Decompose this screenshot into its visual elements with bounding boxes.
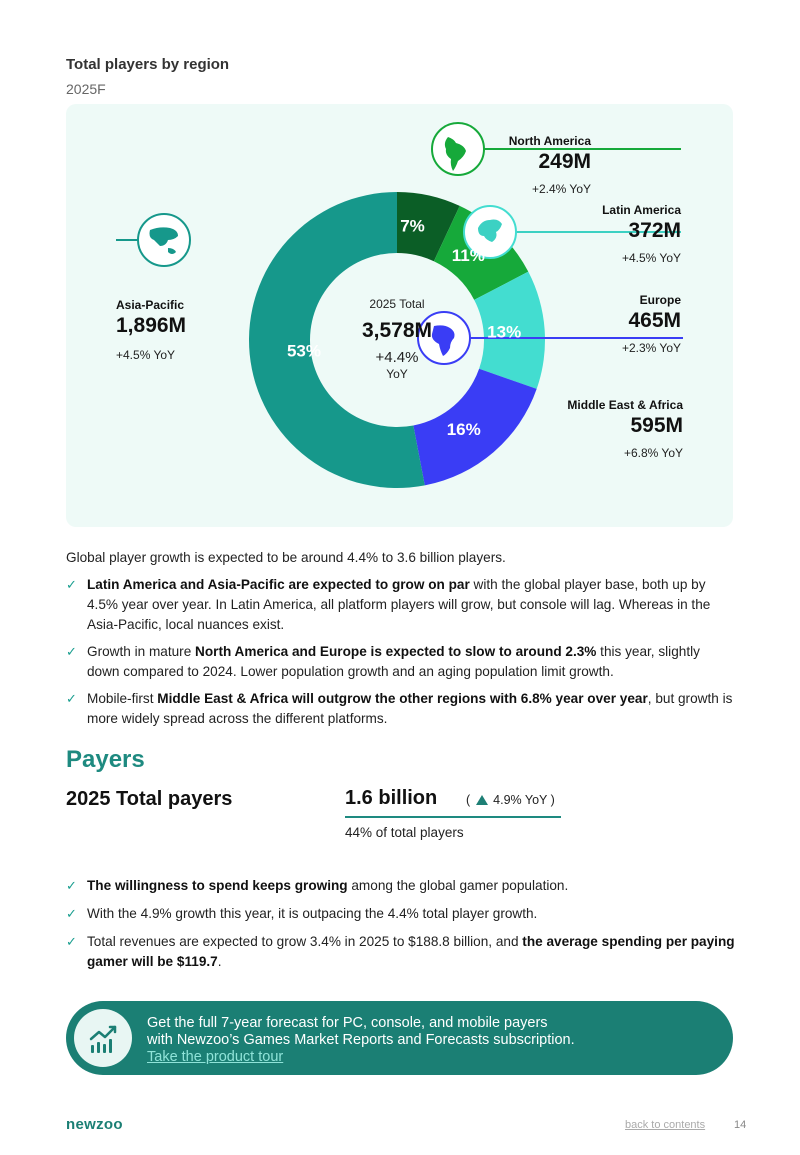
bullet-bold: Middle East & Africa will outgrow the other regions with 6.8% year over year — [157, 691, 648, 706]
region-yoy: +4.5% YoY — [621, 251, 681, 265]
region-name: North America — [508, 134, 591, 148]
chart-panel — [66, 104, 733, 527]
payers-yoy-value: 4.9% YoY — [493, 793, 548, 807]
growth-chart-icon — [74, 1009, 132, 1067]
bullet-text: With the 4.9% growth this year, it is outpacing the 4.4% total player growth. — [87, 906, 538, 921]
region-name: Europe — [639, 293, 681, 307]
payer-bullet — [66, 932, 736, 972]
payer-bullet — [66, 904, 736, 924]
chart-title: Total players by region — [66, 56, 230, 73]
bullet-bold: The willingness to spend keeps growing — [87, 878, 348, 893]
bullet-text: . — [217, 954, 222, 969]
players-intro: Global player growth is expected to be around 4.4% to 3.6 billion players. — [66, 550, 506, 565]
checkmark-icon: ✓ — [66, 906, 77, 921]
product-tour-link[interactable]: Take the product tour — [147, 1049, 284, 1065]
payers-divider — [345, 816, 561, 818]
region-middle-east-africa — [567, 398, 683, 460]
back-to-contents-link[interactable]: back to contents — [625, 1119, 706, 1131]
region-yoy: +2.3% YoY — [621, 341, 681, 355]
page-number: 14 — [734, 1119, 747, 1131]
payers-yoy — [466, 793, 555, 807]
region-name: Middle East & Africa — [567, 398, 683, 412]
slice-percent-label: 7% — [400, 216, 425, 236]
slice-percent-label: 53% — [286, 341, 322, 361]
bullet-text-pre: Total revenues are expected to grow 3.4% in 2025 to $188.8 billion, and — [87, 934, 523, 949]
checkmark-icon: ✓ — [66, 577, 77, 592]
region-yoy: +4.5% YoY — [116, 348, 176, 362]
bullet-text-pre: Growth in mature — [87, 644, 196, 659]
bullet-bold: North America and Europe is expected to slow to around 2.3% — [195, 644, 597, 659]
center-total-label: 2025 Total — [369, 297, 425, 311]
slice-percent-label: 11% — [451, 246, 485, 266]
newzoo-logo: newzoo — [66, 1116, 123, 1133]
checkmark-icon: ✓ — [66, 878, 77, 893]
center-change-unit: YoY — [386, 367, 408, 381]
cta-icon-circle — [74, 1009, 132, 1067]
chart-subtitle: 2025F — [66, 81, 106, 97]
region-value: 249M — [538, 150, 591, 173]
slice-percent-label: 13% — [487, 322, 522, 342]
paren-open: ( — [466, 793, 471, 807]
checkmark-icon: ✓ — [66, 691, 77, 706]
bullet-text: among the global gamer population. — [347, 878, 569, 893]
cta-line-1: Get the full 7-year forecast for PC, console, and mobile payers — [147, 1015, 548, 1031]
paren-close: ) — [550, 793, 555, 807]
payers-share: 44% of total players — [345, 825, 464, 840]
region-north-america — [509, 134, 591, 196]
region-value: 372M — [628, 219, 681, 242]
region-value: 1,896M — [116, 314, 187, 337]
bullet-text: this year, slightly down compared to 2024. Lower population growth and an aging population limit growth. — [87, 644, 700, 679]
region-latin-america — [602, 203, 681, 265]
cta-banner — [66, 1001, 733, 1075]
region-value: 465M — [628, 309, 681, 332]
up-triangle-icon — [476, 795, 488, 805]
cta-line-2: with Newzoo’s Games Market Reports and Forecasts subscription. — [147, 1032, 575, 1048]
region-asia-pacific — [116, 298, 186, 362]
player-bullet — [66, 642, 736, 682]
region-name: Asia-Pacific — [116, 298, 185, 312]
region-yoy: +2.4% YoY — [531, 182, 591, 196]
center-total-value: 3,578M — [361, 319, 433, 342]
bullet-text: , but growth is more widely spread across the different platforms. — [87, 691, 733, 726]
player-bullet — [66, 575, 736, 635]
region-name: Latin America — [602, 203, 681, 217]
bullet-text-pre: Mobile-first — [87, 691, 158, 706]
payer-bullet — [66, 876, 736, 896]
payers-heading: Payers — [66, 746, 145, 773]
region-yoy: +6.8% YoY — [623, 446, 683, 460]
checkmark-icon: ✓ — [66, 644, 77, 659]
bullet-bold: the average spending per paying gamer will be $119.7 — [87, 934, 735, 969]
region-europe — [622, 293, 681, 355]
region-value: 595M — [630, 414, 683, 437]
player-bullet — [66, 689, 736, 729]
payers-total-value: 1.6 billion — [345, 787, 438, 809]
bullet-text: with the global player base, both up by 4.5% year over year. In Latin America, all platform players will grow, but console will lag. Whereas in the Asia-Pacific, local nuances exist. — [87, 577, 711, 632]
center-change-value: +4.4% — [375, 349, 419, 366]
bullet-bold: Latin America and Asia-Pacific are expected to grow on par — [87, 577, 470, 592]
checkmark-icon: ✓ — [66, 934, 77, 949]
cta-text — [147, 1015, 575, 1049]
payers-total-label: 2025 Total payers — [66, 788, 233, 810]
slice-percent-label: 16% — [446, 419, 481, 439]
